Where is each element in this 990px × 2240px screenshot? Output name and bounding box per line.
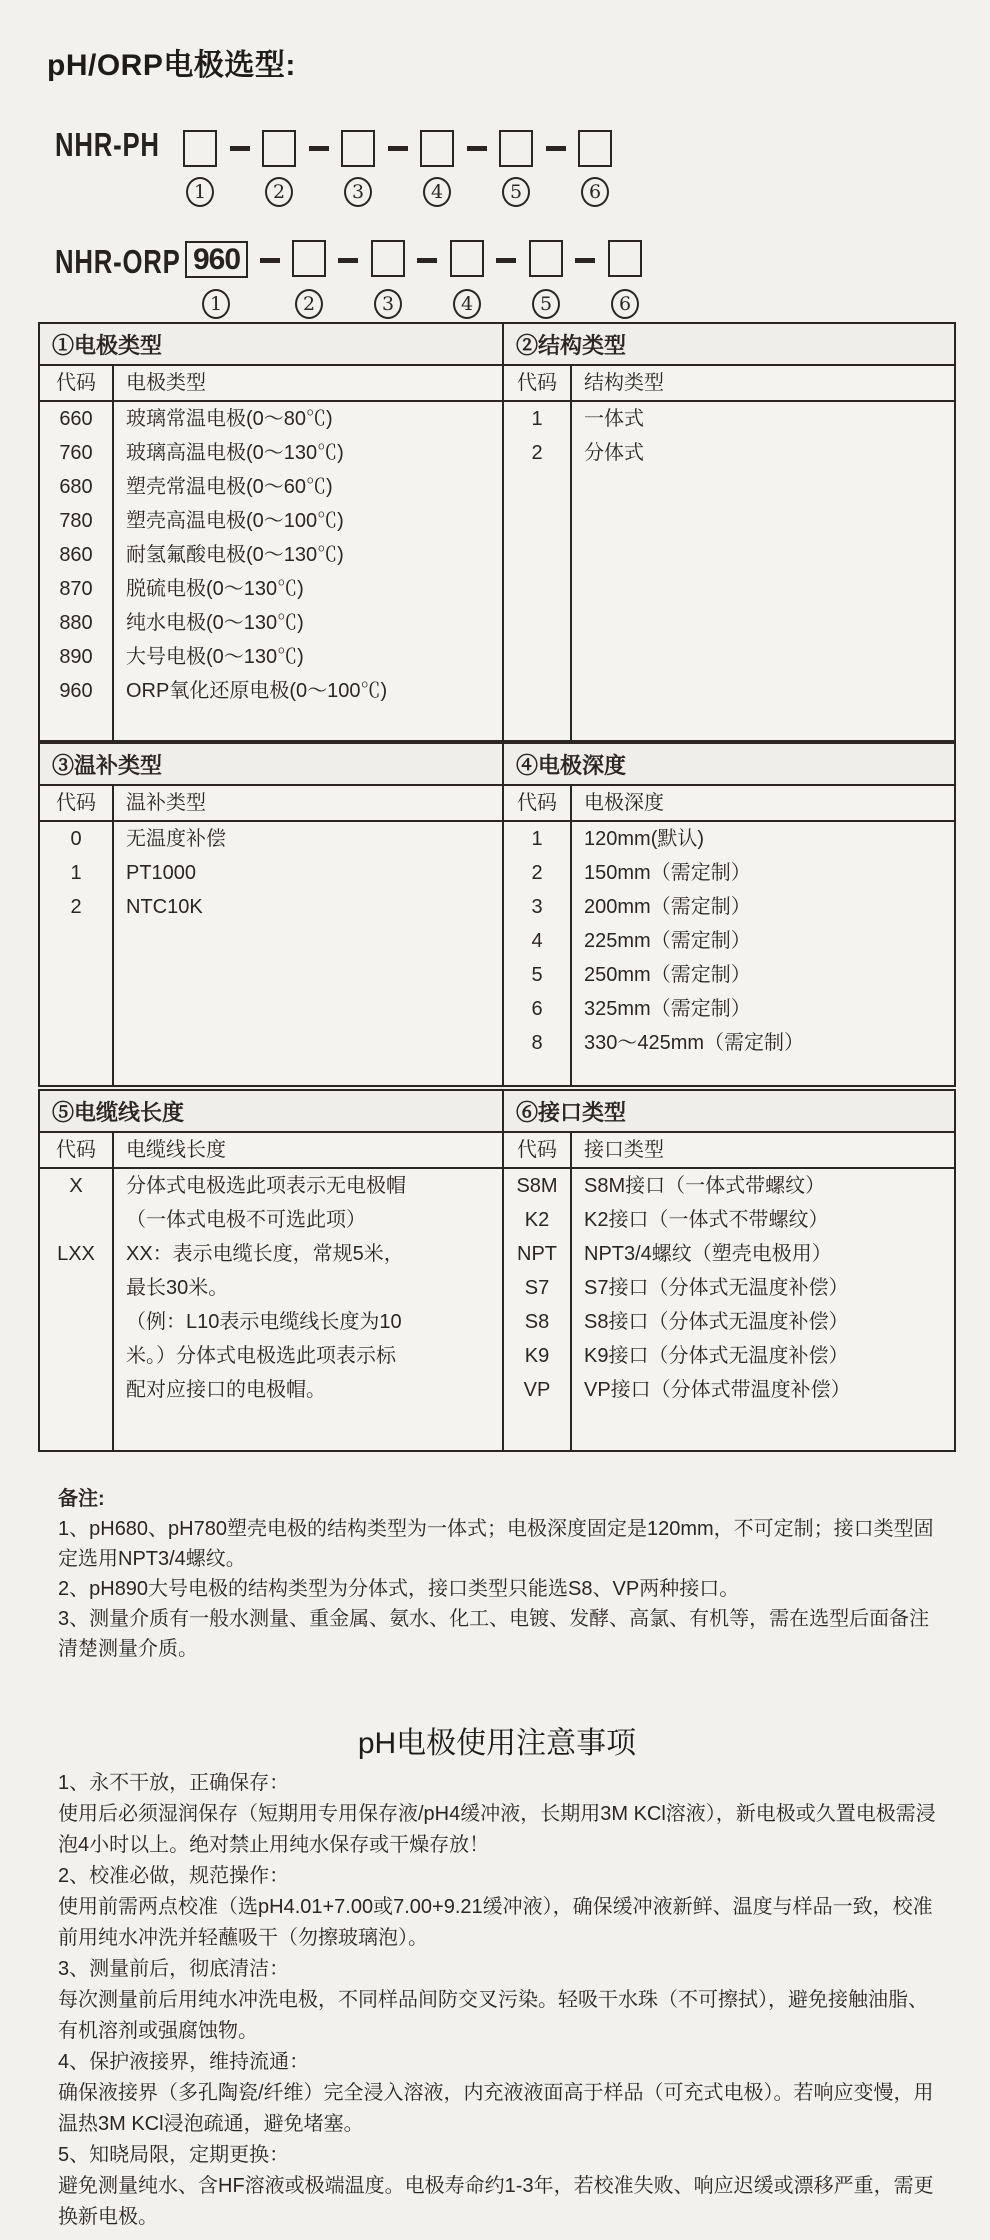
panel-temp-comp-type: [40, 744, 504, 1085]
code-cell: 2: [531, 442, 543, 464]
selection-table-1: [38, 322, 956, 742]
table-row: [40, 470, 502, 504]
circled-number: 5: [502, 177, 530, 207]
dash: [417, 258, 437, 263]
desc-cell: 纯水电极(0～130℃): [126, 612, 304, 634]
code-cell: 5: [531, 964, 543, 986]
desc-header: 电极类型: [126, 372, 206, 394]
code-cell: 680: [59, 476, 93, 498]
dash: [575, 258, 595, 263]
table-row: [504, 1203, 954, 1237]
dash: [546, 146, 566, 151]
code-box: [183, 130, 217, 167]
desc-cell: 玻璃常温电极(0～80℃): [126, 408, 333, 430]
circled-number: 1: [202, 289, 230, 319]
code-cell: VP: [523, 1379, 551, 1401]
table-body: [504, 1133, 954, 1450]
table-header-row: [40, 786, 502, 822]
usage-item-body: 确保液接界（多孔陶瓷/纤维）完全浸入溶液，内充液液面高于样品（可充式电极）。若响应变慢，用温热3M KCl浸泡疏通，避免堵塞。: [58, 2082, 934, 2135]
table-header-row: [40, 1133, 502, 1169]
table-row: [40, 1237, 502, 1407]
circled-number: 2: [265, 177, 293, 207]
panel-connector-type: [504, 1091, 954, 1450]
table-row: [504, 1169, 954, 1203]
table-section-title: ②结构类型: [504, 324, 954, 366]
desc-cell: 200mm（需定制）: [584, 896, 751, 918]
panel-cable-length: [40, 1091, 504, 1450]
desc-cell: 脱硫电极(0～130℃): [126, 578, 304, 600]
usage-section: [58, 1768, 942, 2233]
code-box: [450, 240, 484, 277]
table-row: [504, 1305, 954, 1339]
table-rows: [40, 402, 502, 708]
code-cell: 890: [59, 646, 93, 668]
circled-number: 3: [374, 289, 402, 319]
table-row: [40, 538, 502, 572]
table-row: [40, 890, 502, 924]
desc-header: 接口类型: [584, 1139, 664, 1161]
table-section-title: ④电极深度: [504, 744, 954, 786]
dash: [496, 258, 516, 263]
desc-cell: 325mm（需定制）: [584, 998, 751, 1020]
code-cell: 880: [59, 612, 93, 634]
code-box: [578, 130, 612, 167]
code-cell: NPT: [517, 1243, 557, 1265]
dash: [338, 258, 358, 263]
circled-number: 6: [581, 177, 609, 207]
code-header: 代码: [56, 792, 96, 814]
desc-cell: 120mm(默认): [584, 828, 705, 850]
remarks-label: 备注:: [58, 1488, 105, 1510]
code-cell: LXX: [57, 1243, 95, 1265]
table-row: [40, 856, 502, 890]
table-row: [504, 436, 954, 470]
desc-cell: NTC10K: [126, 896, 203, 918]
table-rows: [504, 822, 954, 1060]
code-cell: S8M: [516, 1175, 558, 1197]
table-row: [504, 924, 954, 958]
desc-cell: 塑壳高温电极(0～100℃): [126, 510, 344, 532]
code-cell: 760: [59, 442, 93, 464]
table-row: [504, 890, 954, 924]
circled-number: 1: [186, 177, 214, 207]
desc-cell: VP接口（分体式带温度补偿）: [584, 1379, 851, 1401]
table-row: [504, 1026, 954, 1060]
desc-cell: PT1000: [126, 862, 197, 884]
desc-cell: NPT3/4螺纹（塑壳电极用）: [584, 1243, 832, 1265]
table-header-row: [504, 1133, 954, 1169]
selection-table-3: [38, 1089, 956, 1452]
desc-cell: 玻璃高温电极(0～130℃): [126, 442, 344, 464]
code-header: 代码: [56, 1139, 96, 1161]
circled-number: 4: [423, 177, 451, 207]
code-header: 代码: [517, 1139, 557, 1161]
code-header: 代码: [517, 372, 557, 394]
code-box: [529, 240, 563, 277]
code-cell: K2: [524, 1209, 550, 1231]
usage-item-title: 2、校准必做，规范操作：: [58, 1865, 290, 1887]
model-diagram-ph: [0, 126, 990, 221]
selection-table-2: [38, 742, 956, 1087]
table-row: [504, 856, 954, 890]
usage-item-body: 避免测量纯水、含HF溶液或极端温度。电极寿命约1-3年，若校准失败、响应迟缓或漂移严重，需更换新电极。: [58, 2175, 934, 2228]
dash: [230, 146, 250, 151]
table-row: [40, 436, 502, 470]
remarks-section: [58, 1484, 942, 1664]
table-rows: [40, 822, 502, 924]
table-body: [504, 366, 954, 740]
code-box: [420, 130, 454, 167]
code-cell: 6: [531, 998, 543, 1020]
remark-item: 3、测量介质有一般水测量、重金属、氨水、化工、电镀、发酵、高氯、有机等，需在选型后面备注清楚测量介质。: [58, 1608, 930, 1660]
table-body: [40, 366, 502, 740]
code-cell: 4: [531, 930, 543, 952]
code-box: [499, 130, 533, 167]
table-row: [40, 640, 502, 674]
table-section-title: ⑥接口类型: [504, 1091, 954, 1133]
code-header: 代码: [56, 372, 96, 394]
table-row: [504, 822, 954, 856]
code-cell: 780: [59, 510, 93, 532]
code-cell: K9: [524, 1345, 550, 1367]
table-body: [504, 786, 954, 1085]
desc-cell: 分体式: [584, 442, 644, 464]
desc-cell: ORP氧化还原电极(0～100℃): [126, 680, 388, 702]
table-row: [40, 402, 502, 436]
page-title: pH/ORP电极选型:: [47, 49, 296, 82]
usage-item-body: 使用后必须湿润保存（短期用专用保存液/pH4缓冲液，长期用3M KCl溶液），新电极或久置电极需浸泡4小时以上。绝对禁止用纯水保存或干燥存放！: [58, 1803, 936, 1856]
code-cell: 1: [531, 828, 543, 850]
code-cell: 960: [59, 680, 93, 702]
code-cell: S7: [524, 1277, 550, 1299]
desc-cell: 耐氢氟酸电极(0～130℃): [126, 544, 344, 566]
table-body: [40, 786, 502, 1085]
desc-cell: 一体式: [584, 408, 644, 430]
dash: [467, 146, 487, 151]
model-prefix-orp: NHR-ORP: [55, 243, 181, 280]
code-cell: 8: [531, 1032, 543, 1054]
panel-electrode-type: [40, 324, 504, 740]
code-cell: 660: [59, 408, 93, 430]
desc-cell: 塑壳常温电极(0～60℃): [126, 476, 333, 498]
desc-cell: 330～425mm（需定制）: [584, 1032, 805, 1054]
table-row: [40, 606, 502, 640]
code-box: [292, 240, 326, 277]
table-section-title: ③温补类型: [40, 744, 502, 786]
desc-cell: 分体式电极选此项表示无电极帽 （一体式电极不可选此项）: [126, 1175, 406, 1231]
table-rows: [504, 402, 954, 470]
usage-item-body: 使用前需两点校准（选pH4.01+7.00或7.00+9.21缓冲液），确保缓冲液新鲜、温度与样品一致，校准前用纯水冲洗并轻蘸吸干（勿擦玻璃泡）。: [58, 1896, 933, 1949]
table-section-title: ①电极类型: [40, 324, 502, 366]
code-cell: 860: [59, 544, 93, 566]
remark-item: 2、pH890大号电极的结构类型为分体式，接口类型只能选S8、VP两种接口。: [58, 1578, 740, 1600]
desc-cell: K2接口（一体式不带螺纹）: [584, 1209, 829, 1231]
table-header-row: [504, 786, 954, 822]
desc-cell: S8接口（分体式无温度补偿）: [584, 1311, 849, 1333]
code-cell: X: [69, 1175, 83, 1197]
usage-item-body: 每次测量前后用纯水冲洗电极，不同样品间防交叉污染。轻吸干水珠（不可擦拭），避免接触油脂、有机溶剂或强腐蚀物。: [58, 1989, 928, 2042]
code-cell: 1: [70, 862, 82, 884]
usage-item-title: 3、测量前后，彻底清洁：: [58, 1958, 290, 1980]
table-header-row: [504, 366, 954, 402]
desc-cell: S7接口（分体式无温度补偿）: [584, 1277, 849, 1299]
panel-structure-type: [504, 324, 954, 740]
usage-item-title: 1、永不干放，正确保存：: [58, 1772, 290, 1794]
table-row: [504, 992, 954, 1026]
code-box: [341, 130, 375, 167]
desc-cell: 无温度补偿: [126, 828, 226, 850]
panel-electrode-depth: [504, 744, 954, 1085]
desc-header: 电极深度: [584, 792, 664, 814]
model-prefix-ph: NHR-PH: [55, 126, 160, 163]
circled-number: 2: [295, 289, 323, 319]
usage-item-title: 5、知晓局限，定期更换：: [58, 2144, 290, 2166]
table-section-title: ⑤电缆线长度: [40, 1091, 502, 1133]
desc-cell: 150mm（需定制）: [584, 862, 751, 884]
desc-cell: XX：表示电缆长度，常规5米， 最长30米。 （例：L10表示电缆线长度为10 米。）分体式电极选此项表示标 配对应接口的电极帽。: [126, 1243, 404, 1401]
code-cell: 0: [70, 828, 82, 850]
desc-header: 温补类型: [126, 792, 206, 814]
code-cell: 3: [531, 896, 543, 918]
desc-header: 结构类型: [584, 372, 664, 394]
table-row: [40, 674, 502, 708]
code-cell: S8: [524, 1311, 550, 1333]
table-row: [40, 822, 502, 856]
desc-cell: S8M接口（一体式带螺纹）: [584, 1175, 826, 1197]
table-rows: [40, 1169, 502, 1407]
dash: [388, 146, 408, 151]
table-row: [40, 1169, 502, 1237]
circled-number: 6: [611, 289, 639, 319]
desc-cell: 250mm（需定制）: [584, 964, 751, 986]
circled-number: 4: [453, 289, 481, 319]
code-cell: 1: [531, 408, 543, 430]
desc-cell: 大号电极(0～130℃): [126, 646, 304, 668]
desc-cell: 225mm（需定制）: [584, 930, 751, 952]
table-row: [504, 958, 954, 992]
table-header-row: [40, 366, 502, 402]
table-row: [504, 1339, 954, 1373]
code-cell: 870: [59, 578, 93, 600]
circled-number: 3: [344, 177, 372, 207]
code-header: 代码: [517, 792, 557, 814]
table-body: [40, 1133, 502, 1450]
desc-cell: K9接口（分体式无温度补偿）: [584, 1345, 849, 1367]
code-box: [371, 240, 405, 277]
desc-header: 电缆线长度: [126, 1139, 226, 1161]
code-cell: 2: [70, 896, 82, 918]
code-box: [608, 240, 642, 277]
table-row: [504, 402, 954, 436]
table-row: [504, 1373, 954, 1407]
table-row: [40, 504, 502, 538]
code-box-960: 960: [185, 241, 248, 278]
circled-number: 5: [532, 289, 560, 319]
dash: [309, 146, 329, 151]
dash: [260, 258, 280, 263]
code-cell: 2: [531, 862, 543, 884]
table-rows: [504, 1169, 954, 1407]
table-row: [504, 1271, 954, 1305]
table-row: [40, 572, 502, 606]
code-box: [262, 130, 296, 167]
model-diagram-orp: [0, 236, 990, 331]
usage-heading: pH电极使用注意事项: [357, 1727, 637, 1760]
usage-item-title: 4、保护液接界，维持流通：: [58, 2051, 310, 2073]
table-row: [504, 1237, 954, 1271]
remark-item: 1、pH680、pH780塑壳电极的结构类型为一体式；电极深度固定是120mm，不可定制；接口类型固定选用NPT3/4螺纹。: [58, 1518, 934, 1570]
